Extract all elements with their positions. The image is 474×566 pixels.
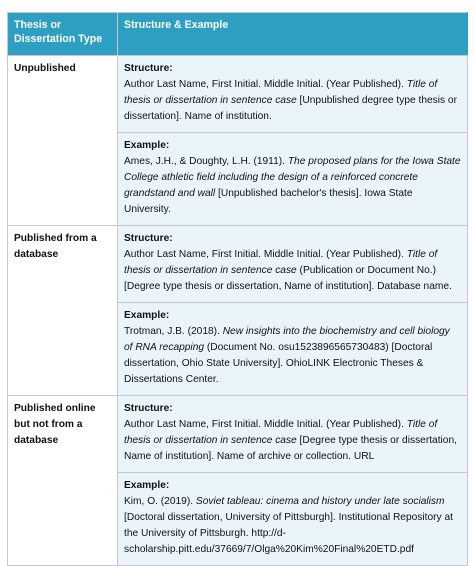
example-label: Example: — [124, 310, 170, 321]
type-cell: Published from a database — [8, 226, 118, 396]
example-text-end: (Document No. osu1523896565730483) [Doctoral dissertation, Ohio State University]. OhioLINK Electronic Theses & Dissertations Center. — [124, 342, 433, 385]
structure-label: Structure: — [124, 233, 173, 244]
structure-text: Author Last Name, First Initial. Middle Initial. (Year Published). — [124, 79, 407, 90]
structure-title-italic: Title of thesis or dissertation in sentence case — [124, 419, 438, 446]
example-title-italic: New insights into the biochemistry and cell biology of RNA recapping — [124, 326, 450, 353]
structure-text: Author Last Name, First Initial. Middle Initial. (Year Published). — [124, 419, 407, 430]
example-cell — [118, 303, 468, 396]
structure-label: Structure: — [124, 63, 173, 74]
structure-title-italic: Title of thesis or dissertation in sentence case — [124, 79, 438, 106]
header-structure-example: Structure & Example — [118, 13, 468, 56]
example-text-end: [Doctoral dissertation, University of Pittsburgh]. Institutional Repository at the University of Pittsburgh. http://d- scholarship.pitt.edu/37669/7/Olga%20Kim%20Final%20ETD.pdf — [124, 512, 453, 555]
header-type: Thesis or Dissertation Type — [8, 13, 118, 56]
table-row — [8, 226, 468, 303]
structure-cell — [118, 396, 468, 473]
example-text: Kim, O. (2019). — [124, 496, 196, 507]
structure-text-end: [Unpublished degree type thesis or dissertation]. Name of institution. — [124, 95, 457, 122]
example-title-italic: The proposed plans for the Iowa State College athletic field including the design of a reinforced concrete grandstand and wall — [124, 156, 461, 199]
structure-title-italic: Title of thesis or dissertation in sentence case — [124, 249, 438, 276]
structure-text-end: (Publication or Document No.) [Degree type thesis or dissertation, Name of institution]. Database name. — [124, 265, 452, 292]
structure-label: Structure: — [124, 403, 173, 414]
citation-table — [7, 12, 468, 566]
table-header-row — [8, 13, 468, 56]
structure-text-end: [Degree type thesis or dissertation, Name of institution]. Name of archive or collection. URL — [124, 435, 457, 462]
structure-cell — [118, 56, 468, 133]
structure-cell — [118, 226, 468, 303]
example-label: Example: — [124, 140, 170, 151]
structure-text: Author Last Name, First Initial. Middle Initial. (Year Published). — [124, 249, 407, 260]
type-cell: Published online but not from a database — [8, 396, 118, 566]
example-text: Ames, J.H., & Doughty, L.H. (1911). — [124, 156, 288, 167]
example-label: Example: — [124, 480, 170, 491]
example-title-italic: Soviet tableau: cinema and history under late socialism — [195, 496, 445, 507]
table-row — [8, 56, 468, 133]
example-cell — [118, 133, 468, 226]
type-cell: Unpublished — [8, 56, 118, 226]
example-text-end: [Unpublished bachelor's thesis]. Iowa State University. — [124, 188, 413, 215]
example-text: Trotman, J.B. (2018). — [124, 326, 223, 337]
table-row — [8, 396, 468, 473]
example-cell — [118, 473, 468, 566]
